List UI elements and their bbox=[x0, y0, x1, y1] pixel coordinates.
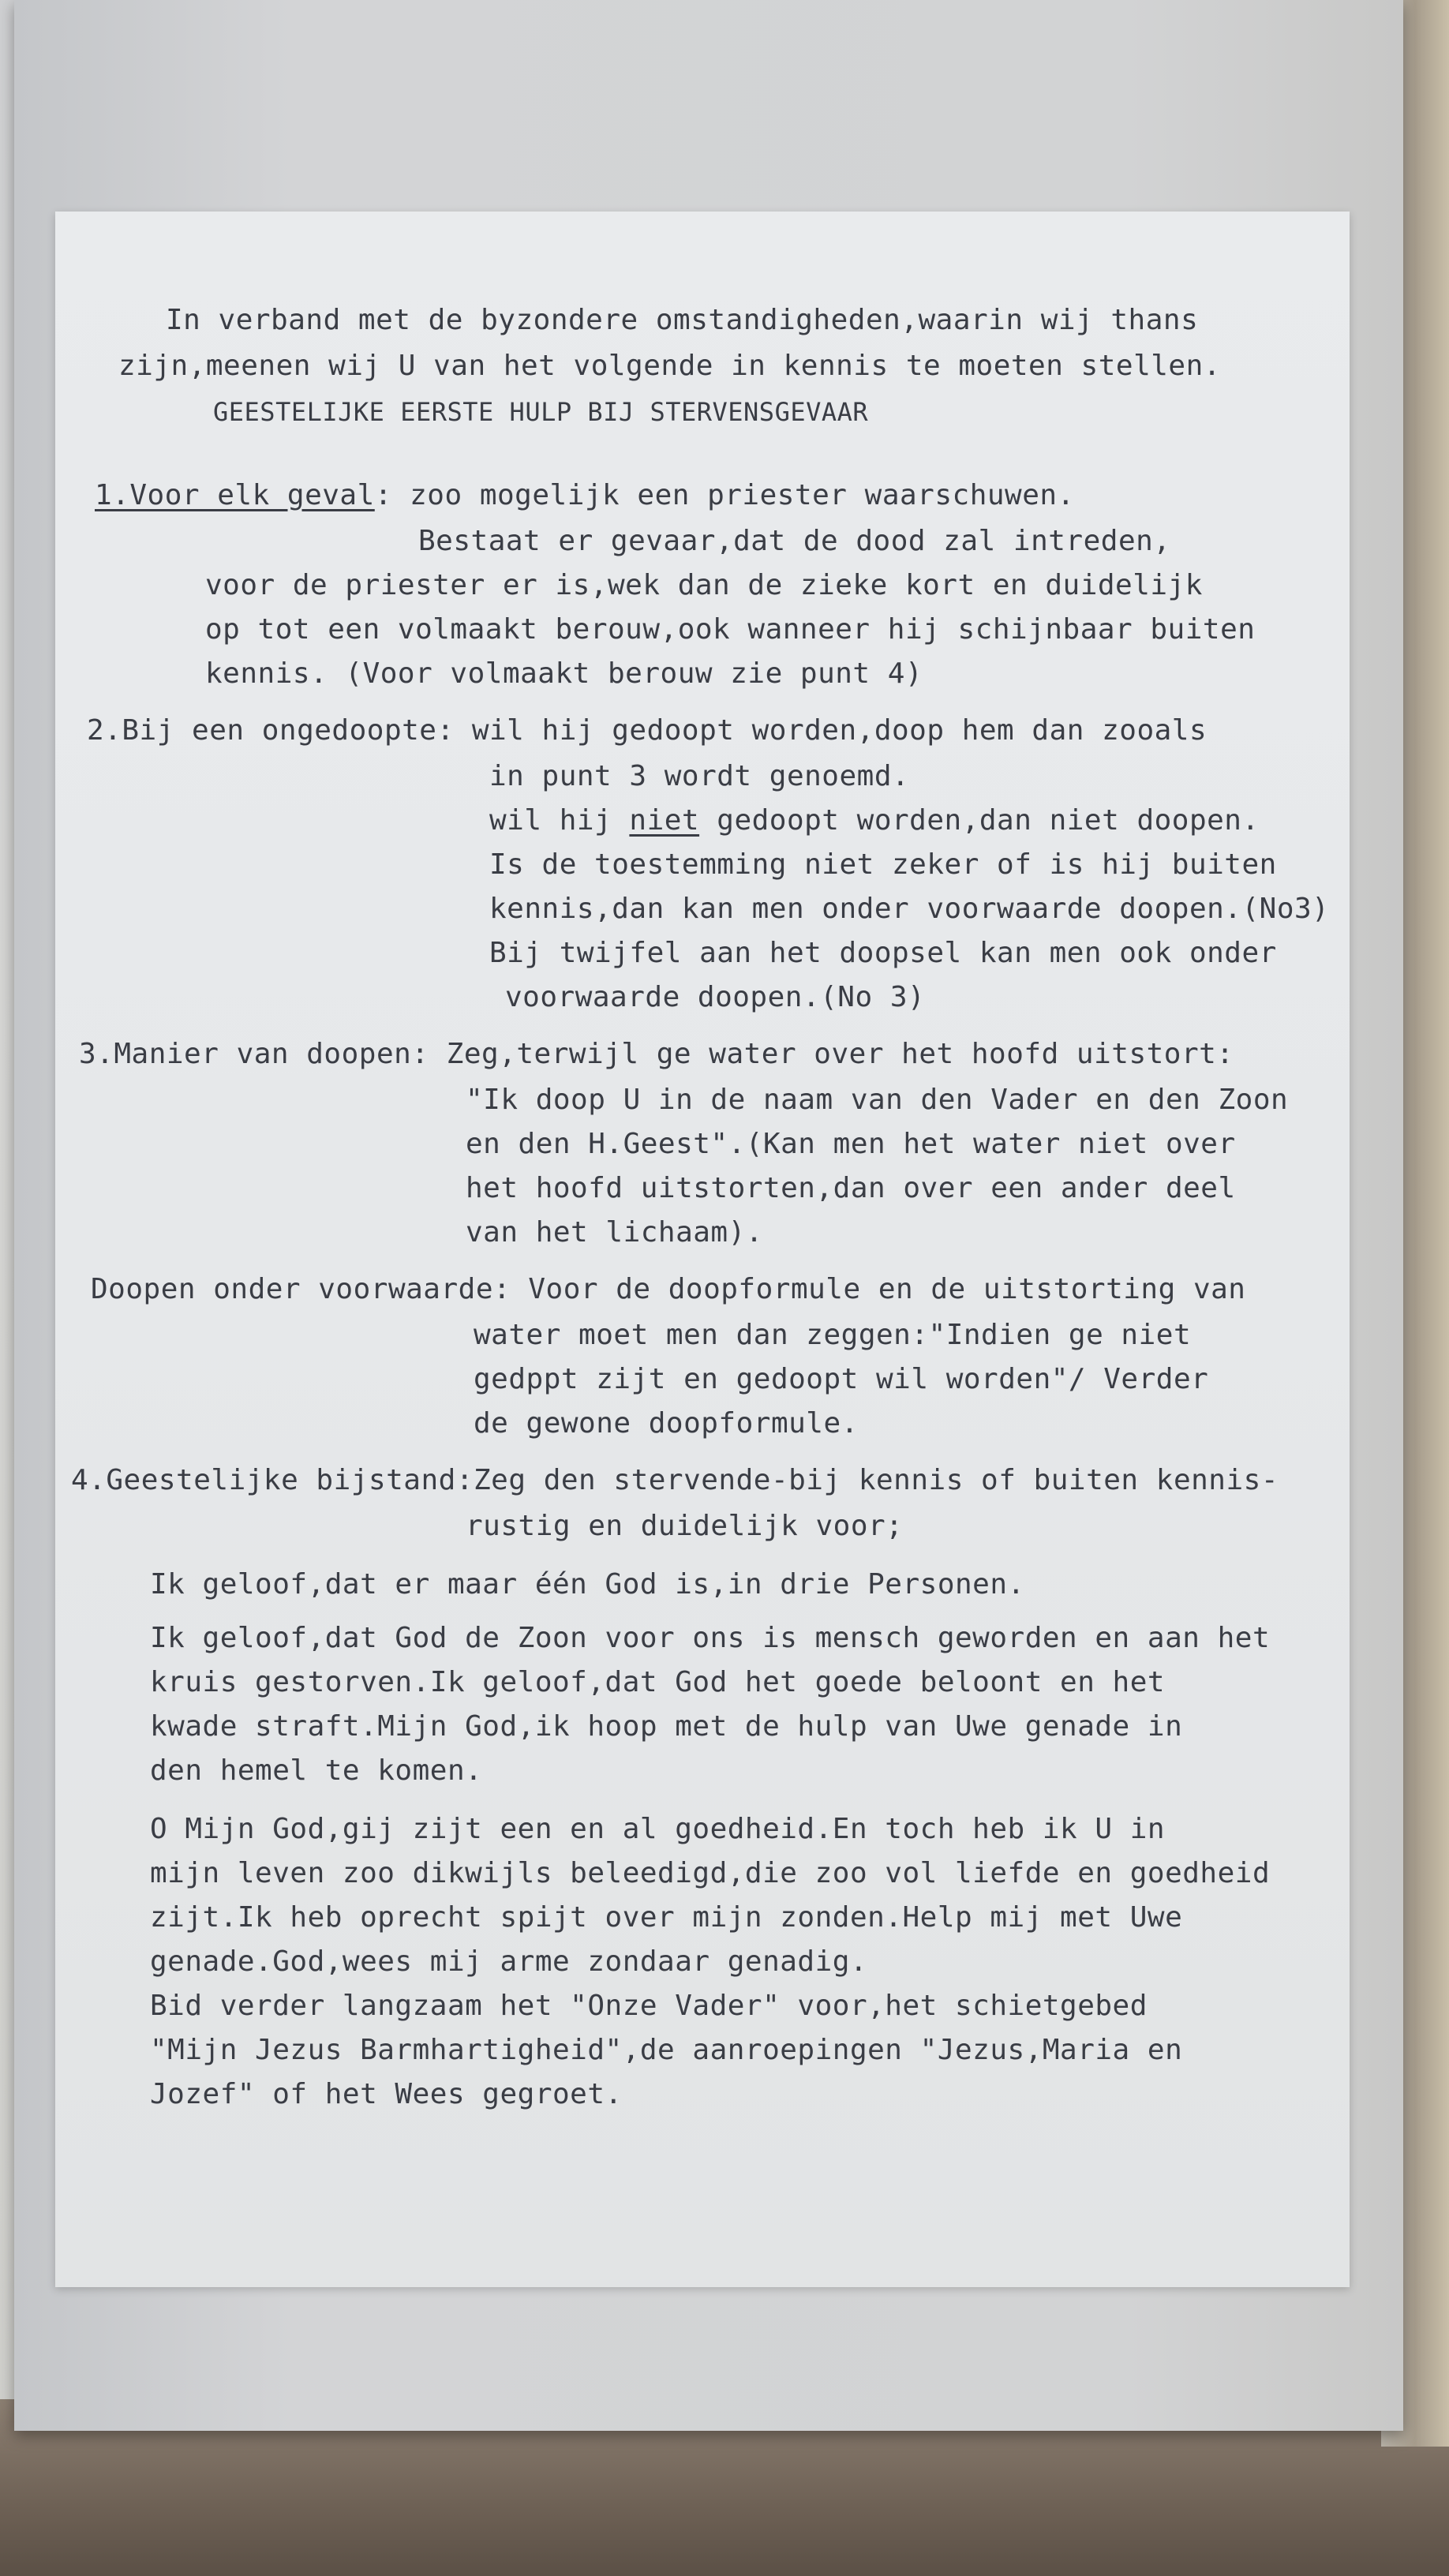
section-1-line: kennis. (Voor volmaakt berouw zie punt 4) bbox=[205, 657, 923, 690]
contrition-line: zijt.Ik heb oprecht spijt over mijn zonden.Help mij met Uwe bbox=[150, 1901, 1183, 1934]
prayer-line: Bid verder langzaam het "Onze Vader" voor,het schietgebed bbox=[150, 1990, 1148, 2022]
section-3-line: "Ik doop U in de naam van den Vader en den Zoon bbox=[466, 1084, 1289, 1116]
prayer-line: Jozef" of het Wees gegroet. bbox=[150, 2078, 623, 2110]
section-3-line: en den H.Geest".(Kan men het water niet over bbox=[466, 1128, 1236, 1160]
section-2-line: in punt 3 wordt genoemd. bbox=[489, 760, 910, 792]
typed-document-page bbox=[55, 212, 1350, 2287]
faith-line: Ik geloof,dat er maar één God is,in drie Personen. bbox=[150, 1568, 1025, 1601]
section-4-label: 4.Geestelijke bijstand bbox=[71, 1464, 456, 1496]
section-2-line: Is de toestemming niet zeker of is hij buiten bbox=[489, 848, 1277, 881]
faith-paragraph-line: Ik geloof,dat God de Zoon voor ons is mensch geworden en aan het bbox=[150, 1622, 1271, 1654]
section-3-heading bbox=[79, 1032, 1234, 1076]
section-4-heading bbox=[71, 1458, 1279, 1503]
section-2-line: voorwaarde doopen.(No 3) bbox=[505, 981, 926, 1013]
section-1-line: Bestaat er gevaar,dat de dood zal intreden, bbox=[418, 525, 1171, 557]
section-2-heading bbox=[87, 709, 1207, 753]
section-2-label: 2.Bij een ongedoopte bbox=[87, 714, 437, 747]
section-2-line-negation: wil hij niet gedoopt worden,dan niet doopen. bbox=[489, 804, 1260, 837]
section-2-line: kennis,dan kan men onder voorwaarde doopen.(No3) bbox=[489, 893, 1330, 925]
conditional-baptism-line: gedppt zijt en gedoopt wil worden"/ Verder bbox=[474, 1363, 1209, 1395]
contrition-line: O Mijn God,gij zijt een en al goedheid.En toch heb ik U in bbox=[150, 1813, 1166, 1845]
conditional-baptism-line: de gewone doopformule. bbox=[474, 1407, 859, 1440]
conditional-baptism-label: Doopen onder voorwaarde bbox=[91, 1273, 493, 1305]
section-1-lead: : zoo mogelijk een priester waarschuwen. bbox=[374, 479, 1075, 511]
document-title: GEESTELIJKE EERSTE HULP BIJ STERVENSGEVAAR bbox=[213, 397, 869, 427]
section-1-line: voor de priester er is,wek dan de zieke kort en duidelijk bbox=[205, 569, 1203, 601]
conditional-baptism-heading bbox=[91, 1267, 1245, 1312]
section-1-line: op tot een volmaakt berouw,ook wanneer hij schijnbaar buiten bbox=[205, 613, 1256, 646]
intro-line-1: In verband met de byzondere omstandigheden,waarin wij thans bbox=[166, 304, 1199, 336]
section-3-line: van het lichaam). bbox=[466, 1216, 763, 1249]
faith-paragraph-line: den hemel te komen. bbox=[150, 1754, 483, 1787]
section-1-label: 1.Voor elk geval bbox=[95, 479, 375, 511]
intro-line-2: zijn,meenen wij U van het volgende in kennis te moeten stellen. bbox=[118, 350, 1221, 382]
section-4-line: rustig en duidelijk voor; bbox=[466, 1510, 904, 1542]
prayer-line: "Mijn Jezus Barmhartigheid",de aanroepingen "Jezus,Maria en bbox=[150, 2034, 1183, 2066]
faith-paragraph-line: kruis gestorven.Ik geloof,dat God het goede beloont en het bbox=[150, 1666, 1166, 1698]
faith-paragraph-line: kwade straft.Mijn God,ik hoop met de hulp van Uwe genade in bbox=[150, 1710, 1183, 1743]
conditional-baptism-lead: : Voor de doopformule en de uitstorting van bbox=[493, 1273, 1246, 1305]
section-4-lead: :Zeg den stervende-bij kennis of buiten kennis- bbox=[455, 1464, 1279, 1496]
section-2-line: Bij twijfel aan het doopsel kan men ook onder bbox=[489, 937, 1277, 969]
contrition-line: mijn leven zoo dikwijls beleedigd,die zoo vol liefde en goedheid bbox=[150, 1857, 1271, 1889]
section-2-lead: : wil hij gedoopt worden,doop hem dan zooals bbox=[436, 714, 1208, 747]
section-1-heading bbox=[95, 474, 1075, 518]
section-3-line: het hoofd uitstorten,dan over een ander deel bbox=[466, 1172, 1236, 1204]
section-3-lead: : Zeg,terwijl ge water over het hoofd uitstort: bbox=[411, 1038, 1234, 1070]
contrition-line: genade.God,wees mij arme zondaar genadig. bbox=[150, 1945, 868, 1978]
conditional-baptism-line: water moet men dan zeggen:"Indien ge niet bbox=[474, 1319, 1192, 1351]
section-3-label: 3.Manier van doopen bbox=[79, 1038, 412, 1070]
emphasis-niet: niet bbox=[629, 804, 700, 837]
